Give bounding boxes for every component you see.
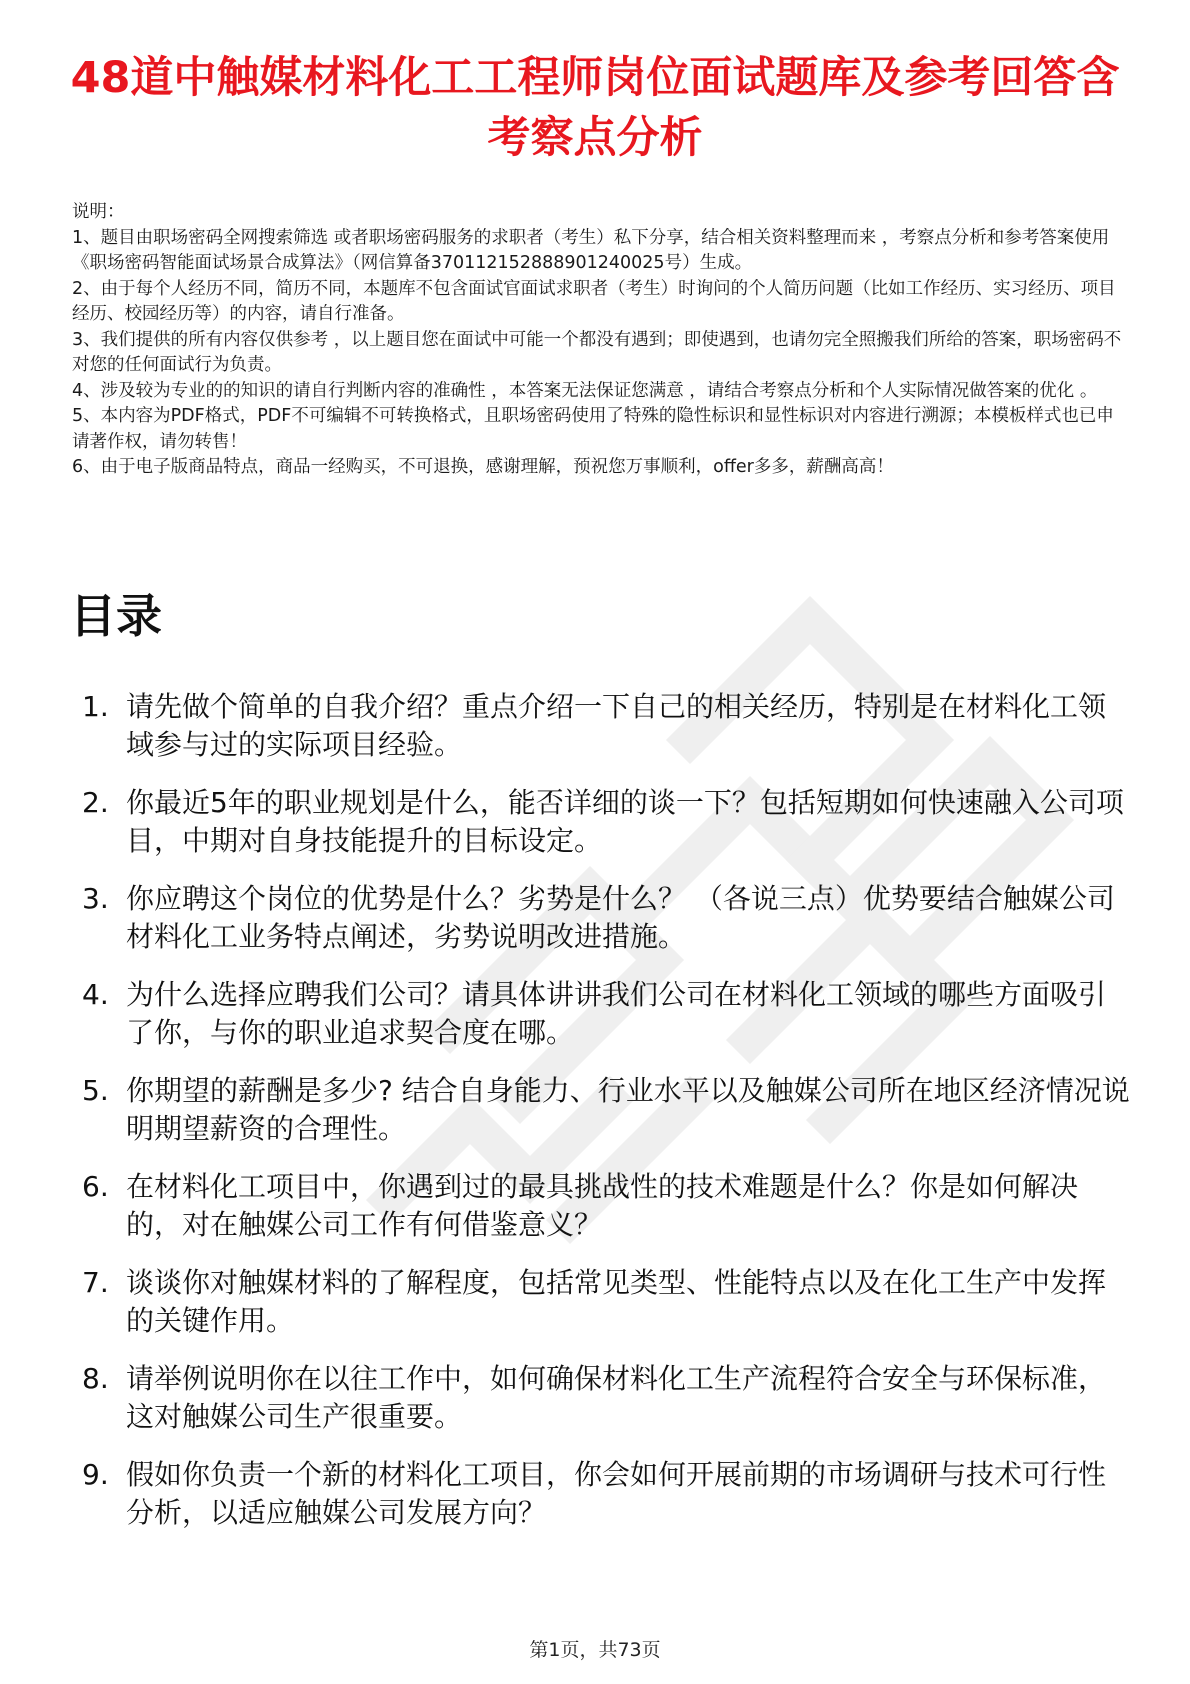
note-item: 1、题目由职场密码全网搜索筛选 或者职场密码服务的求职者（考生）私下分享，结合相关资料整理而来 ，考察点分析和参考答案使用《职场密码智能面试场景合成算法》（网信算备370112152888901240025号）生成。 xyxy=(72,227,1110,273)
toc-item-number: 9. xyxy=(82,1458,109,1491)
toc-item-number: 5. xyxy=(82,1074,109,1107)
note-item: 2、由于每个人经历不同，简历不同，本题库不包含面试官面试求职者（考生）时询问的个人简历问题（比如工作经历、实习经历、项目经历、校园经历等）的内容，请自行准备。 xyxy=(72,278,1116,324)
toc-item[interactable] xyxy=(70,784,1130,860)
toc-item-text: 你应聘这个岗位的优势是什么？劣势是什么？ （各说三点）优势要结合触媒公司材料化工业务特点阐述，劣势说明改进措施。 xyxy=(126,882,1115,953)
toc-item-text: 你最近5年的职业规划是什么，能否详细的谈一下？包括短期如何快速融入公司项目，中期对自身技能提升的目标设定。 xyxy=(126,786,1124,857)
note-item: 4、涉及较为专业的的知识的请自行判断内容的准确性 ，本答案无法保证您满意 ，请结合考察点分析和个人实际情况做答案的优化 。 xyxy=(72,380,1098,401)
toc-item-text: 假如你负责一个新的材料化工项目，你会如何开展前期的市场调研与技术可行性分析，以适应触媒公司发展方向？ xyxy=(126,1458,1107,1529)
toc-heading: 目录 xyxy=(70,589,162,643)
notes-section xyxy=(72,200,1122,481)
document-title: 48道中触媒材料化工工程师岗位面试题库及参考回答含考察点分析 xyxy=(70,53,1120,163)
toc-item-text: 在材料化工项目中，你遇到过的最具挑战性的技术难题是什么？你是如何解决的，对在触媒公司工作有何借鉴意义？ xyxy=(126,1170,1079,1241)
notes-heading: 说明： xyxy=(72,202,125,222)
toc-item-number: 6. xyxy=(82,1170,109,1203)
page-footer: 第1页，共73页 xyxy=(529,1639,661,1661)
toc-item[interactable] xyxy=(70,1264,1130,1340)
toc-item-number: 3. xyxy=(82,882,109,915)
toc-list xyxy=(70,688,1130,1552)
toc-item-text: 请先做个简单的自我介绍？重点介绍一下自己的相关经历，特别是在材料化工领域参与过的实际项目经验。 xyxy=(126,690,1107,761)
toc-item[interactable] xyxy=(70,1456,1130,1532)
toc-item-number: 1. xyxy=(82,690,109,723)
toc-item[interactable] xyxy=(70,880,1130,956)
toc-item-number: 8. xyxy=(82,1362,109,1395)
toc-item-number: 4. xyxy=(82,978,109,1011)
toc-item[interactable] xyxy=(70,1072,1130,1148)
toc-item-number: 2. xyxy=(82,786,109,819)
toc-item[interactable] xyxy=(70,1360,1130,1436)
note-item: 6、由于电子版商品特点，商品一经购买，不可退换，感谢理解，预祝您万事顺利，offer多多，薪酬高高！ xyxy=(72,457,894,477)
toc-item[interactable] xyxy=(70,688,1130,764)
toc-item-number: 7. xyxy=(82,1266,109,1299)
toc-item-text: 请举例说明你在以往工作中，如何确保材料化工生产流程符合安全与环保标准，这对触媒公司生产很重要。 xyxy=(126,1362,1107,1433)
toc-item-text: 为什么选择应聘我们公司？请具体讲讲我们公司在材料化工领域的哪些方面吸引了你，与你的职业追求契合度在哪。 xyxy=(126,978,1107,1049)
toc-item[interactable] xyxy=(70,976,1130,1052)
toc-item[interactable] xyxy=(70,1168,1130,1244)
note-item: 3、我们提供的所有内容仅供参考 ，以上题目您在面试中可能一个都没有遇到；即使遇到，也请勿完全照搬我们所给的答案，职场密码不对您的任何面试行为负责。 xyxy=(72,329,1122,375)
note-item: 5、本内容为PDF格式，PDF不可编辑不可转换格式，且职场密码使用了特殊的隐性标识和显性标识对内容进行溯源；本模板样式也已申请著作权，请勿转售！ xyxy=(72,406,1114,452)
toc-item-text: 你期望的薪酬是多少? 结合自身能力、行业水平以及触媒公司所在地区经济情况说明期望薪资的合理性。 xyxy=(126,1074,1130,1145)
toc-item-text: 谈谈你对触媒材料的了解程度，包括常见类型、性能特点以及在化工生产中发挥的关键作用。 xyxy=(126,1266,1107,1337)
